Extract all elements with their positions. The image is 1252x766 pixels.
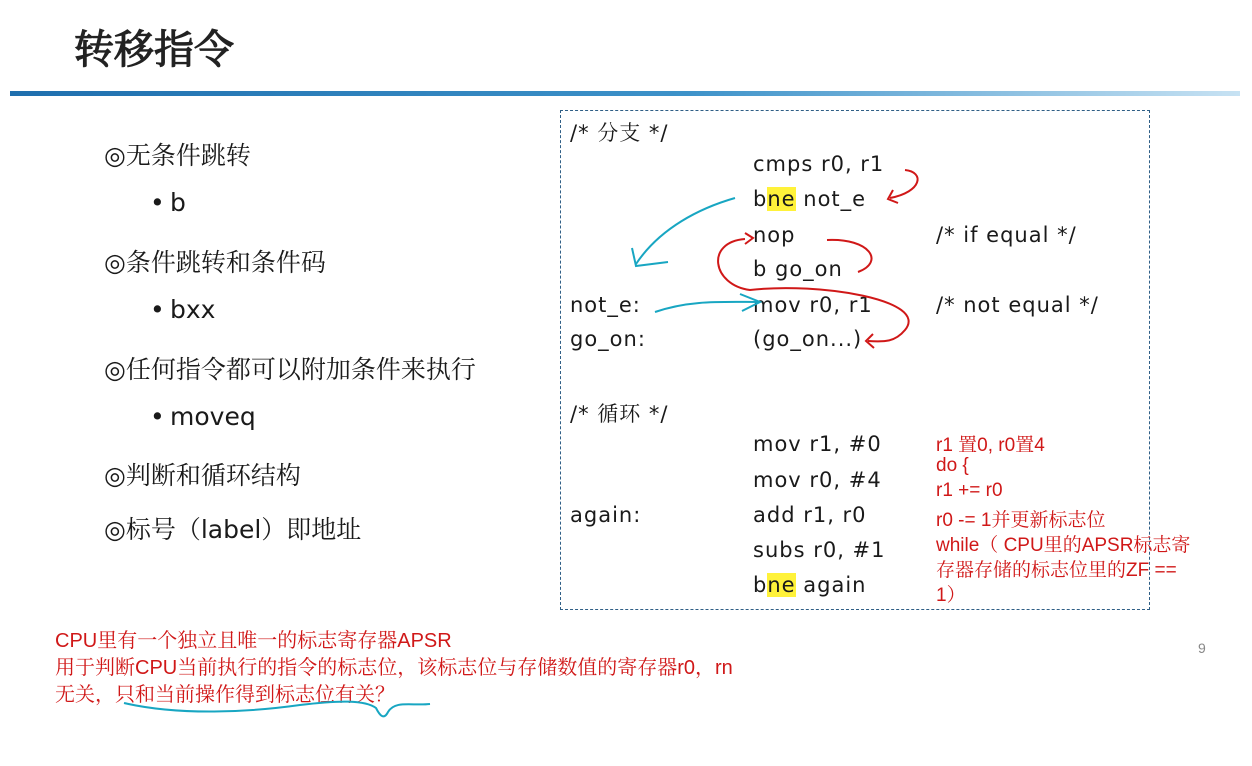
note-line: r1 += r0 xyxy=(936,480,1003,501)
code-nop: nop xyxy=(753,223,796,247)
outline-sub-label: bxx xyxy=(170,295,216,324)
label-go-on: go_on: xyxy=(570,327,646,351)
outline-sub-moveq xyxy=(150,402,256,431)
bottom-note-line: 用于判断CPU当前执行的指令的标志位，该标志位与存储数值的寄存器r0，rn xyxy=(55,657,733,679)
code-go-on-body: (go_on...) xyxy=(753,327,863,351)
note-line: while（ CPU里的APSR标志寄 xyxy=(936,535,1191,556)
code-token: again xyxy=(795,573,867,597)
outline-sub-label: b xyxy=(170,188,186,217)
bullet-icon: • xyxy=(150,188,165,217)
label-not-e: not_e: xyxy=(570,293,641,317)
code-mov: mov r0, r1 xyxy=(753,293,873,317)
code-bne-not-e xyxy=(753,187,866,211)
outline-sub-label: moveq xyxy=(170,402,256,431)
bullet-icon: • xyxy=(150,402,165,431)
outline-item-unconditional: ◎无条件跳转 xyxy=(104,141,251,170)
condition-highlight: ne xyxy=(767,573,796,597)
outline-item-conditional: ◎条件跳转和条件码 xyxy=(104,248,326,277)
code-token: b xyxy=(753,573,768,597)
code-b-go-on: b go_on xyxy=(753,257,843,281)
note-line: do { xyxy=(936,455,969,476)
note-line: r0 -= 1并更新标志位 xyxy=(936,510,1106,531)
code-token: b xyxy=(753,187,768,211)
note-line: 存器存储的标志位里的ZF == xyxy=(936,560,1177,581)
loop-comment: /* 循环 */ xyxy=(570,402,669,426)
condition-highlight: ne xyxy=(767,187,796,211)
bullet-icon: • xyxy=(150,295,165,324)
outline-item-structures: ◎判断和循环结构 xyxy=(104,461,301,490)
slide-title: 转移指令 xyxy=(74,27,234,73)
note-line: 1） xyxy=(936,585,966,606)
code-add: add r1, r0 xyxy=(753,503,867,527)
label-again: again: xyxy=(570,503,642,527)
note-line: r1 置0, r0置4 xyxy=(936,435,1045,456)
outline-sub-bxx xyxy=(150,295,215,324)
branch-comment: /* 分支 */ xyxy=(570,121,669,145)
code-token: not_e xyxy=(795,187,867,211)
bottom-note-line: 无关，只和当前操作得到标志位有关？ xyxy=(55,684,395,706)
outline-sub-b xyxy=(150,188,186,217)
page-number: 9 xyxy=(1198,640,1206,656)
code-bne-again xyxy=(753,573,866,597)
code-subs: subs r0, #1 xyxy=(753,538,886,562)
title-underline xyxy=(10,91,1240,96)
outline-item-label-address: ◎标号（label）即地址 xyxy=(104,515,362,544)
bottom-note-line: CPU里有一个独立且唯一的标志寄存器APSR xyxy=(55,630,452,652)
code-mov-r1: mov r1, #0 xyxy=(753,432,882,456)
comment-not-equal: /* not equal */ xyxy=(936,293,1099,317)
comment-if-equal: /* if equal */ xyxy=(936,223,1077,247)
outline-item-any-condition: ◎任何指令都可以附加条件来执行 xyxy=(104,355,476,384)
code-cmps: cmps r0, r1 xyxy=(753,152,885,176)
code-mov-r0: mov r0, #4 xyxy=(753,468,882,492)
